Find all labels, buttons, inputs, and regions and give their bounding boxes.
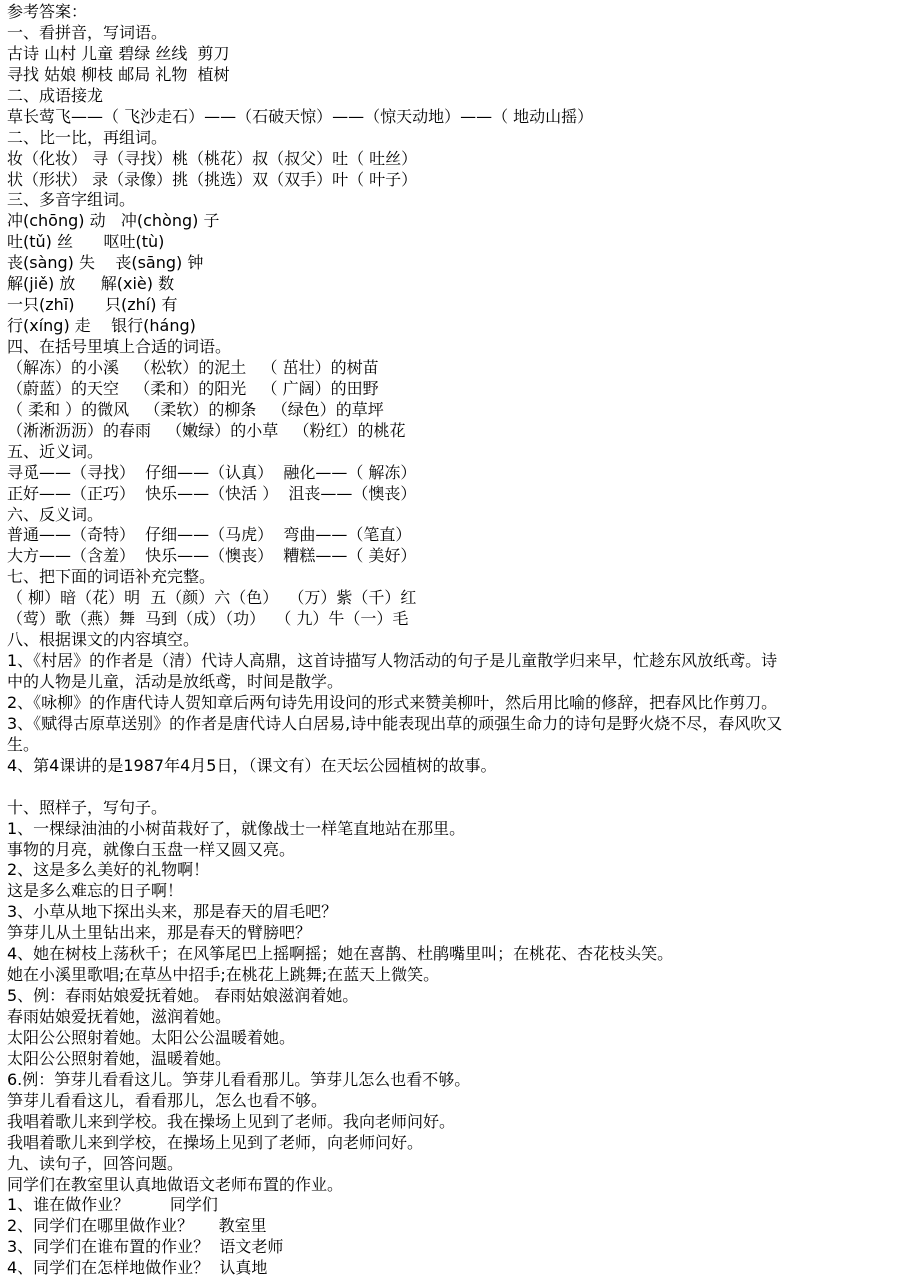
text-line: 3、《赋得古原草送别》的作者是唐代诗人白居易,诗中能表现出草的顽强生命力的诗句是野火烧不尽，春风吹又 — [7, 713, 783, 733]
text-line: 行(xíng) 走 银行(háng) — [7, 316, 196, 336]
text-line: 草长莺飞——（ 飞沙走石）——（石破天惊）——（惊天动地）——（ 地动山摇） — [7, 106, 594, 126]
text-line: （蔚蓝）的天空 （柔和）的阳光 （ 广阔）的田野 — [7, 378, 379, 398]
text-line: 中的人物是儿童，活动是放纸鸢，时间是散学。 — [7, 672, 344, 691]
text-line: 5、例：春雨姑娘爱抚着她。 春雨姑娘滋润着她。 — [7, 986, 359, 1006]
text-line: （淅淅沥沥）的春雨 （嫩绿）的小草 （粉红）的桃花 — [7, 420, 406, 440]
text-line: 状（形状） 录（录像）挑（挑选）双（双手）叶（ 叶子） — [7, 169, 418, 189]
text-line: 古诗 山村 儿童 碧绿 丝线 剪刀 — [7, 43, 230, 63]
text-line: 大方——（含羞） 快乐——（懊丧） 糟糕——（ 美好） — [7, 546, 417, 566]
text-line: 十、照样子，写句子。 — [7, 797, 168, 817]
text-line: 一、看拼音，写词语。 — [7, 22, 168, 42]
text-line: 2、同学们在哪里做作业？ 教室里 — [7, 1216, 267, 1236]
text-line: 笋芽儿看看这儿，看看那儿，怎么也看不够。 — [7, 1090, 328, 1110]
text-line: （ 柳）暗（花）明 五（颜）六（色） （万）紫（千）红 — [7, 588, 417, 608]
text-line: 寻觅——（寻找） 仔细——（认真） 融化——（ 解冻） — [7, 462, 417, 482]
text-line: 1、一棵绿油油的小树苗栽好了，就像战士一样笔直地站在那里。 — [7, 818, 466, 838]
text-line: （莺）歌（燕）舞 马到（成）（功） （ 九）牛（一）毛 — [7, 609, 409, 629]
text-line: 八、根据课文的内容填空。 — [7, 630, 200, 650]
text-line: 二、成语接龙 — [7, 85, 104, 105]
text-line: 1、谁在做作业？ 同学们 — [7, 1195, 218, 1215]
text-line: 1、《村居》的作者是（清）代诗人高鼎，这首诗描写人物活动的句子是儿童散学归来早，忙趁东风放纸鸢。诗 — [7, 651, 778, 671]
text-line: 一只(zhī) 只(zhí) 有 — [7, 295, 178, 315]
answer-document — [7, 2, 907, 1279]
text-line: 正好——（正巧） 快乐——（快活 ） 沮丧——（懊丧） — [7, 483, 417, 503]
blank-line — [7, 777, 907, 798]
text-line: 太阳公公照射着她，温暖着她。 — [7, 1048, 232, 1068]
text-line: 吐(tǔ) 丝 呕吐(tù) — [7, 232, 165, 252]
text-line: 普通——（奇特） 仔细——（马虎） 弯曲——（笔直） — [7, 525, 412, 545]
text-line: 她在小溪里歌唱;在草丛中招手;在桃花上跳舞;在蓝天上微笑。 — [7, 965, 440, 985]
text-line: 3、小草从地下探出头来，那是春天的眉毛吧？ — [7, 902, 338, 922]
text-line: 这是多么难忘的日子啊！ — [7, 881, 184, 901]
text-line: 4、第4课讲的是1987年4月5日，（课文有）在天坛公园植树的故事。 — [7, 755, 497, 775]
text-line: 2、这是多么美好的礼物啊！ — [7, 860, 210, 880]
text-line: 太阳公公照射着她。太阳公公温暖着她。 — [7, 1027, 296, 1047]
text-line: （解冻）的小溪 （松软）的泥土 （ 茁壮）的树苗 — [7, 357, 379, 377]
text-line: 4、同学们在怎样地做作业？ 认真地 — [7, 1258, 268, 1278]
text-line: 事物的月亮，就像白玉盘一样又圆又亮。 — [7, 839, 296, 859]
text-line: 生。 — [7, 734, 40, 754]
text-line: 丧(sàng) 失 丧(sāng) 钟 — [7, 253, 204, 273]
text-line: 寻找 姑娘 柳枝 邮局 礼物 植树 — [7, 64, 230, 84]
text-line: 七、把下面的词语补充完整。 — [7, 567, 216, 587]
text-line: 九、读句子，回答问题。 — [7, 1153, 184, 1173]
text-line: 参考答案： — [7, 2, 88, 21]
text-line: 六、反义词。 — [7, 504, 104, 524]
text-line: 五、近义词。 — [7, 441, 104, 461]
text-line: 笋芽儿从土里钻出来，那是春天的臂膀吧？ — [7, 923, 312, 943]
text-line: 6.例：笋芽儿看看这儿。笋芽儿看看那儿。笋芽儿怎么也看不够。 — [7, 1069, 471, 1089]
text-line: 二、比一比，再组词。 — [7, 127, 168, 147]
text-line: （ 柔和 ）的微风 （柔软）的柳条 （绿色）的草坪 — [7, 399, 384, 419]
text-line: 三、多音字组词。 — [7, 190, 136, 210]
text-line: 我唱着歌儿来到学校，在操场上见到了老师，向老师问好。 — [7, 1132, 424, 1152]
text-line: 3、同学们在谁布置的作业？ 语文老师 — [7, 1237, 284, 1257]
text-line: 2、《咏柳》的作唐代诗人贺知章后两句诗先用设问的形式来赞美柳叶，然后用比喻的修辞，把春风比作剪刀。 — [7, 692, 778, 712]
text-line: 妆（化妆） 寻（寻找）桃（桃花）叔（叔父）吐（ 吐丝） — [7, 148, 418, 168]
text-line: 冲(chōng) 动 冲(chòng) 子 — [7, 211, 220, 231]
text-line: 春雨姑娘爱抚着她，滋润着她。 — [7, 1007, 232, 1026]
text-line: 4、她在树枝上荡秋千；在风筝尾巴上摇啊摇；她在喜鹊、杜鹃嘴里叫；在桃花、杏花枝头笑。 — [7, 944, 674, 964]
text-line: 解(jiě) 放 解(xiè) 数 — [7, 274, 175, 294]
text-line: 同学们在教室里认真地做语文老师布置的作业。 — [7, 1174, 344, 1194]
text-line: 我唱着歌儿来到学校。我在操场上见到了老师。我向老师问好。 — [7, 1111, 456, 1131]
text-line: 四、在括号里填上合适的词语。 — [7, 337, 232, 356]
